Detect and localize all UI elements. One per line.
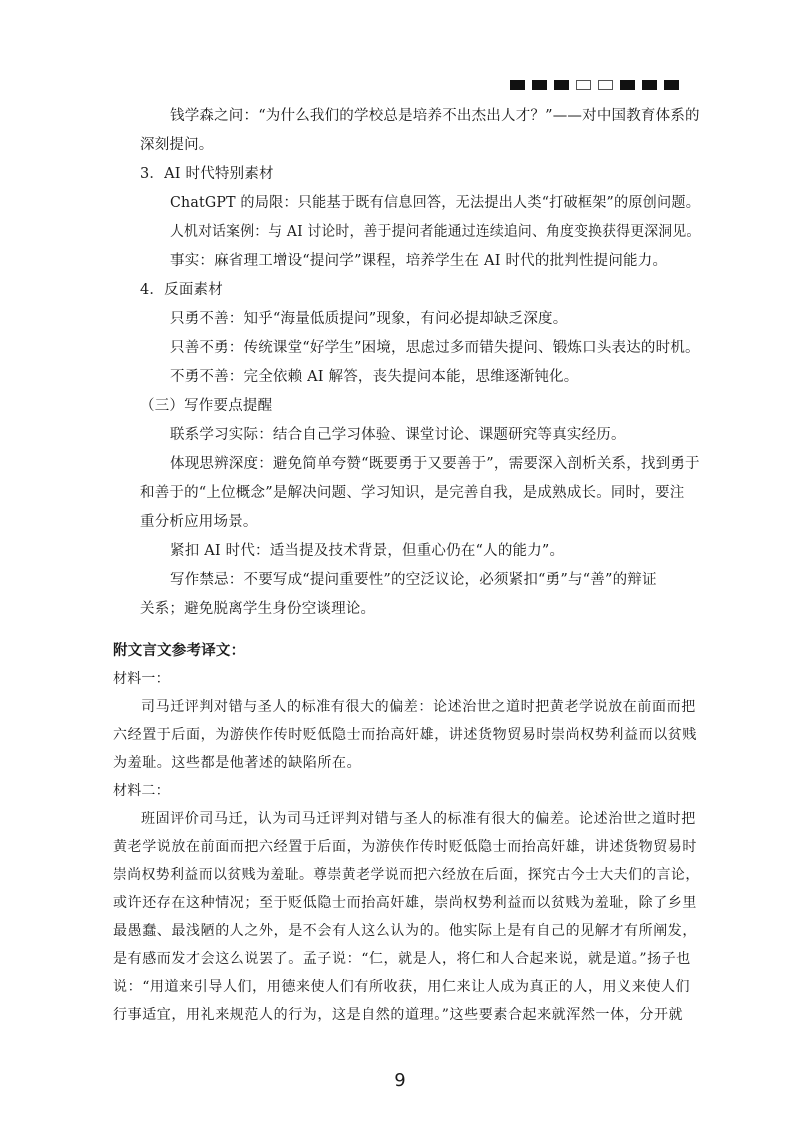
text-line: 只勇不善：知乎“海量低质提问”现象，有问必提却缺乏深度。 xyxy=(170,311,568,327)
header-square xyxy=(664,80,679,90)
appendix-heading: 附文言文参考译文： xyxy=(113,643,246,659)
header-square xyxy=(620,80,635,90)
translation-line: 或许还存在这种情况；至于贬低隐士而抬高奸雄，崇尚权势利益而以贫贱为羞耻，除了乡里 xyxy=(113,895,697,911)
text-line: 人机对话案例：与 AI 讨论时，善于提问者能通过连续追问、角度变换获得更深洞见。 xyxy=(170,224,701,240)
text-line: 不勇不善：完全依赖 AI 解答，丧失提问本能，思维逐渐钝化。 xyxy=(170,369,579,385)
text-line: 事实：麻省理工增设“提问学”课程，培养学生在 AI 时代的批判性提问能力。 xyxy=(170,253,668,269)
translation-line: 是有感而发才会这么说罢了。孟子说：“仁，就是人，将仁和人合起来说，就是道。”扬子也 xyxy=(113,951,691,967)
header-square xyxy=(598,80,613,90)
text-line: 紧扣 AI 时代：适当提及技术背景，但重心仍在“人的能力”。 xyxy=(170,543,565,559)
material-label: 材料一： xyxy=(113,671,170,687)
text-line: 钱学森之问：“为什么我们的学校总是培养不出杰出人才？”——对中国教育体系的 xyxy=(170,108,700,124)
page-number: 9 xyxy=(394,1070,406,1091)
translation-line: 为羞耻。这些都是他著述的缺陷所在。 xyxy=(113,755,362,771)
text-line: 重分析应用场景。 xyxy=(140,514,258,530)
text-line: 和善于的“上位概念”是解决问题、学习知识，是完善自我，是成熟成长。同时，要注 xyxy=(140,485,685,501)
section-heading: 4．反面素材 xyxy=(140,282,223,298)
translation-line: 说：“用道来引导人们，用德来使人们有所收获，用仁来让人成为真正的人，用义来使人们 xyxy=(113,979,691,995)
text-line: 关系；避免脱离学生身份空谈理论。 xyxy=(140,601,376,617)
translation-line: 最愚蠢、最浅陋的人之外，是不会有人这么认为的。他实际上是有自己的见解才有所阐发， xyxy=(113,923,697,939)
header-decoration xyxy=(510,80,679,90)
header-square xyxy=(642,80,657,90)
translation-line: 司马迁评判对错与圣人的标准有很大的偏差：论述治世之道时把黄老学说放在前面而把 xyxy=(141,699,696,715)
header-square xyxy=(510,80,525,90)
header-square xyxy=(554,80,569,90)
header-square xyxy=(532,80,547,90)
material-label: 材料二： xyxy=(113,783,170,799)
translation-line: 黄老学说放在前面而把六经置于后面，为游侠作传时贬低隐士而抬高奸雄，讲述货物贸易时 xyxy=(113,839,697,855)
translation-line: 班固评价司马迁，认为司马迁评判对错与圣人的标准有很大的偏差。论述治世之道时把 xyxy=(141,811,696,827)
section-heading: 3．AI 时代特别素材 xyxy=(140,166,274,182)
text-line: 只善不勇：传统课堂“好学生”困境，思虑过多而错失提问、锻炼口头表达的时机。 xyxy=(170,340,700,356)
translation-line: 行事适宜，用礼来规范人的行为，这是自然的道理。”这些要素合起来就浑然一体，分开就 xyxy=(113,1007,684,1023)
text-line: 体现思辨深度：避免简单夸赞“既要勇于又要善于”，需要深入剖析关系，找到勇于 xyxy=(170,456,700,472)
text-line: 联系学习实际：结合自己学习体验、课堂讨论、课题研究等真实经历。 xyxy=(170,427,626,443)
section-heading: （三）写作要点提醒 xyxy=(140,398,273,414)
text-line: 写作禁忌：不要写成“提问重要性”的空泛议论，必须紧扣“勇”与“善”的辩证 xyxy=(170,572,657,588)
translation-line: 崇尚权势利益而以贫贱为羞耻。尊崇黄老学说而把六经放在后面，探究古今士大夫们的言论， xyxy=(113,867,700,883)
header-square xyxy=(576,80,591,90)
translation-line: 六经置于后面，为游侠作传时贬低隐士而抬高奸雄，讲述货物贸易时崇尚权势利益而以贫贱 xyxy=(113,727,697,743)
text-line: ChatGPT 的局限：只能基于既有信息回答，无法提出人类“打破框架”的原创问题。 xyxy=(170,195,701,211)
text-line: 深刻提问。 xyxy=(140,137,214,153)
